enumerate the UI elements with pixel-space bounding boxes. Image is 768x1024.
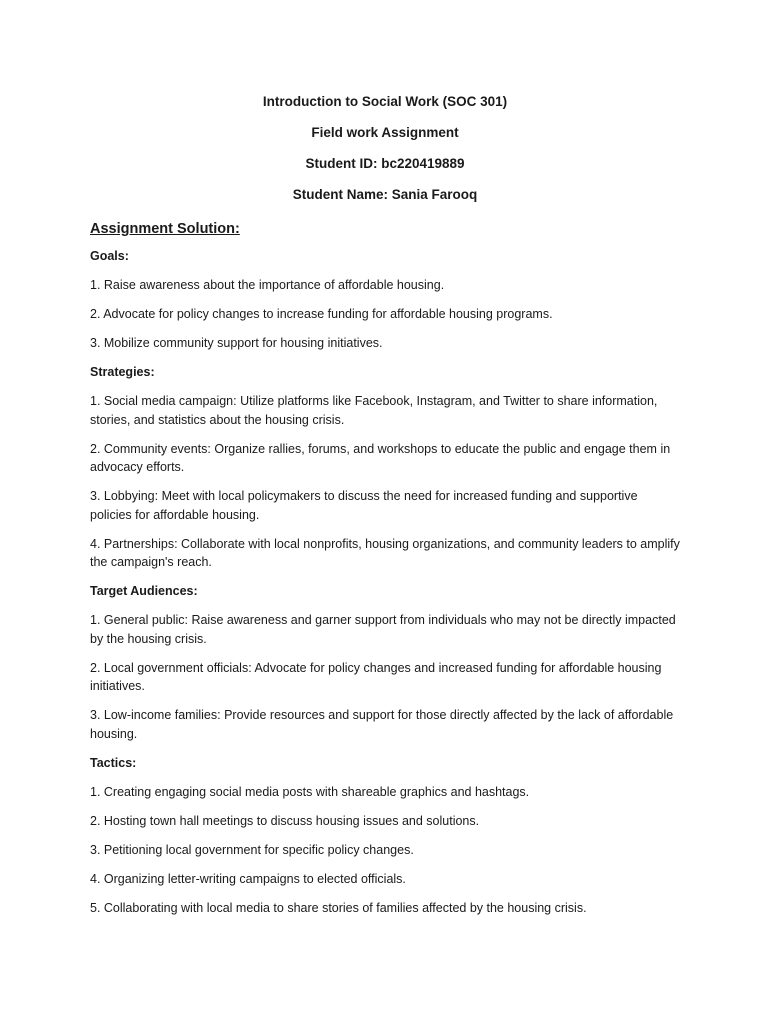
audience-item: 1. General public: Raise awareness and garner support from individuals who may not be directly impacted by the housing crisis. <box>90 613 676 646</box>
tactic-item: 5. Collaborating with local media to share stories of families affected by the housing crisis. <box>90 900 587 915</box>
student-id: Student ID: bc220419889 <box>305 156 465 171</box>
audiences-heading: Target Audiences: <box>90 584 198 598</box>
tactic-item: 2. Hosting town hall meetings to discuss housing issues and solutions. <box>90 813 480 828</box>
assignment-title: Field work Assignment <box>311 125 459 140</box>
goal-item: 2. Advocate for policy changes to increase funding for affordable housing programs. <box>90 307 553 321</box>
tactics-heading: Tactics: <box>90 755 137 770</box>
title-block <box>90 92 680 205</box>
audience-item: 2. Local government officials: Advocate for policy changes and increased funding for affordable housing initiatives. <box>90 660 662 693</box>
strategies-heading: Strategies: <box>90 365 155 379</box>
goal-item: 3. Mobilize community support for housing initiatives. <box>90 336 383 350</box>
strategy-item: 3. Lobbying: Meet with local policymakers to discuss the need for increased funding and supportive policies for affordable housing. <box>90 489 638 522</box>
document-page <box>90 92 680 928</box>
student-name: Student Name: Sania Farooq <box>292 187 478 202</box>
audience-item: 3. Low-income families: Provide resources and support for those directly affected by the lack of affordable housing. <box>90 708 674 741</box>
goals-heading: Goals: <box>90 249 129 263</box>
strategy-item: 1. Social media campaign: Utilize platforms like Facebook, Instagram, and Twitter to share information, stories, and statistics about the housing crisis. <box>90 394 658 427</box>
solution-title: Assignment Solution: <box>90 221 240 237</box>
course-title: Introduction to Social Work (SOC 301) <box>262 94 508 109</box>
tactic-item: 4. Organizing letter-writing campaigns to elected officials. <box>90 871 406 886</box>
strategy-item: 4. Partnerships: Collaborate with local nonprofits, housing organizations, and community leaders to amplify the campaign's reach. <box>90 536 680 569</box>
goal-item: 1. Raise awareness about the importance of affordable housing. <box>90 278 445 292</box>
tactic-item: 1. Creating engaging social media posts with shareable graphics and hashtags. <box>90 784 530 799</box>
tactic-item: 3. Petitioning local government for specific policy changes. <box>90 842 414 857</box>
strategy-item: 2. Community events: Organize rallies, forums, and workshops to educate the public and engage them in advocacy efforts. <box>90 441 671 474</box>
